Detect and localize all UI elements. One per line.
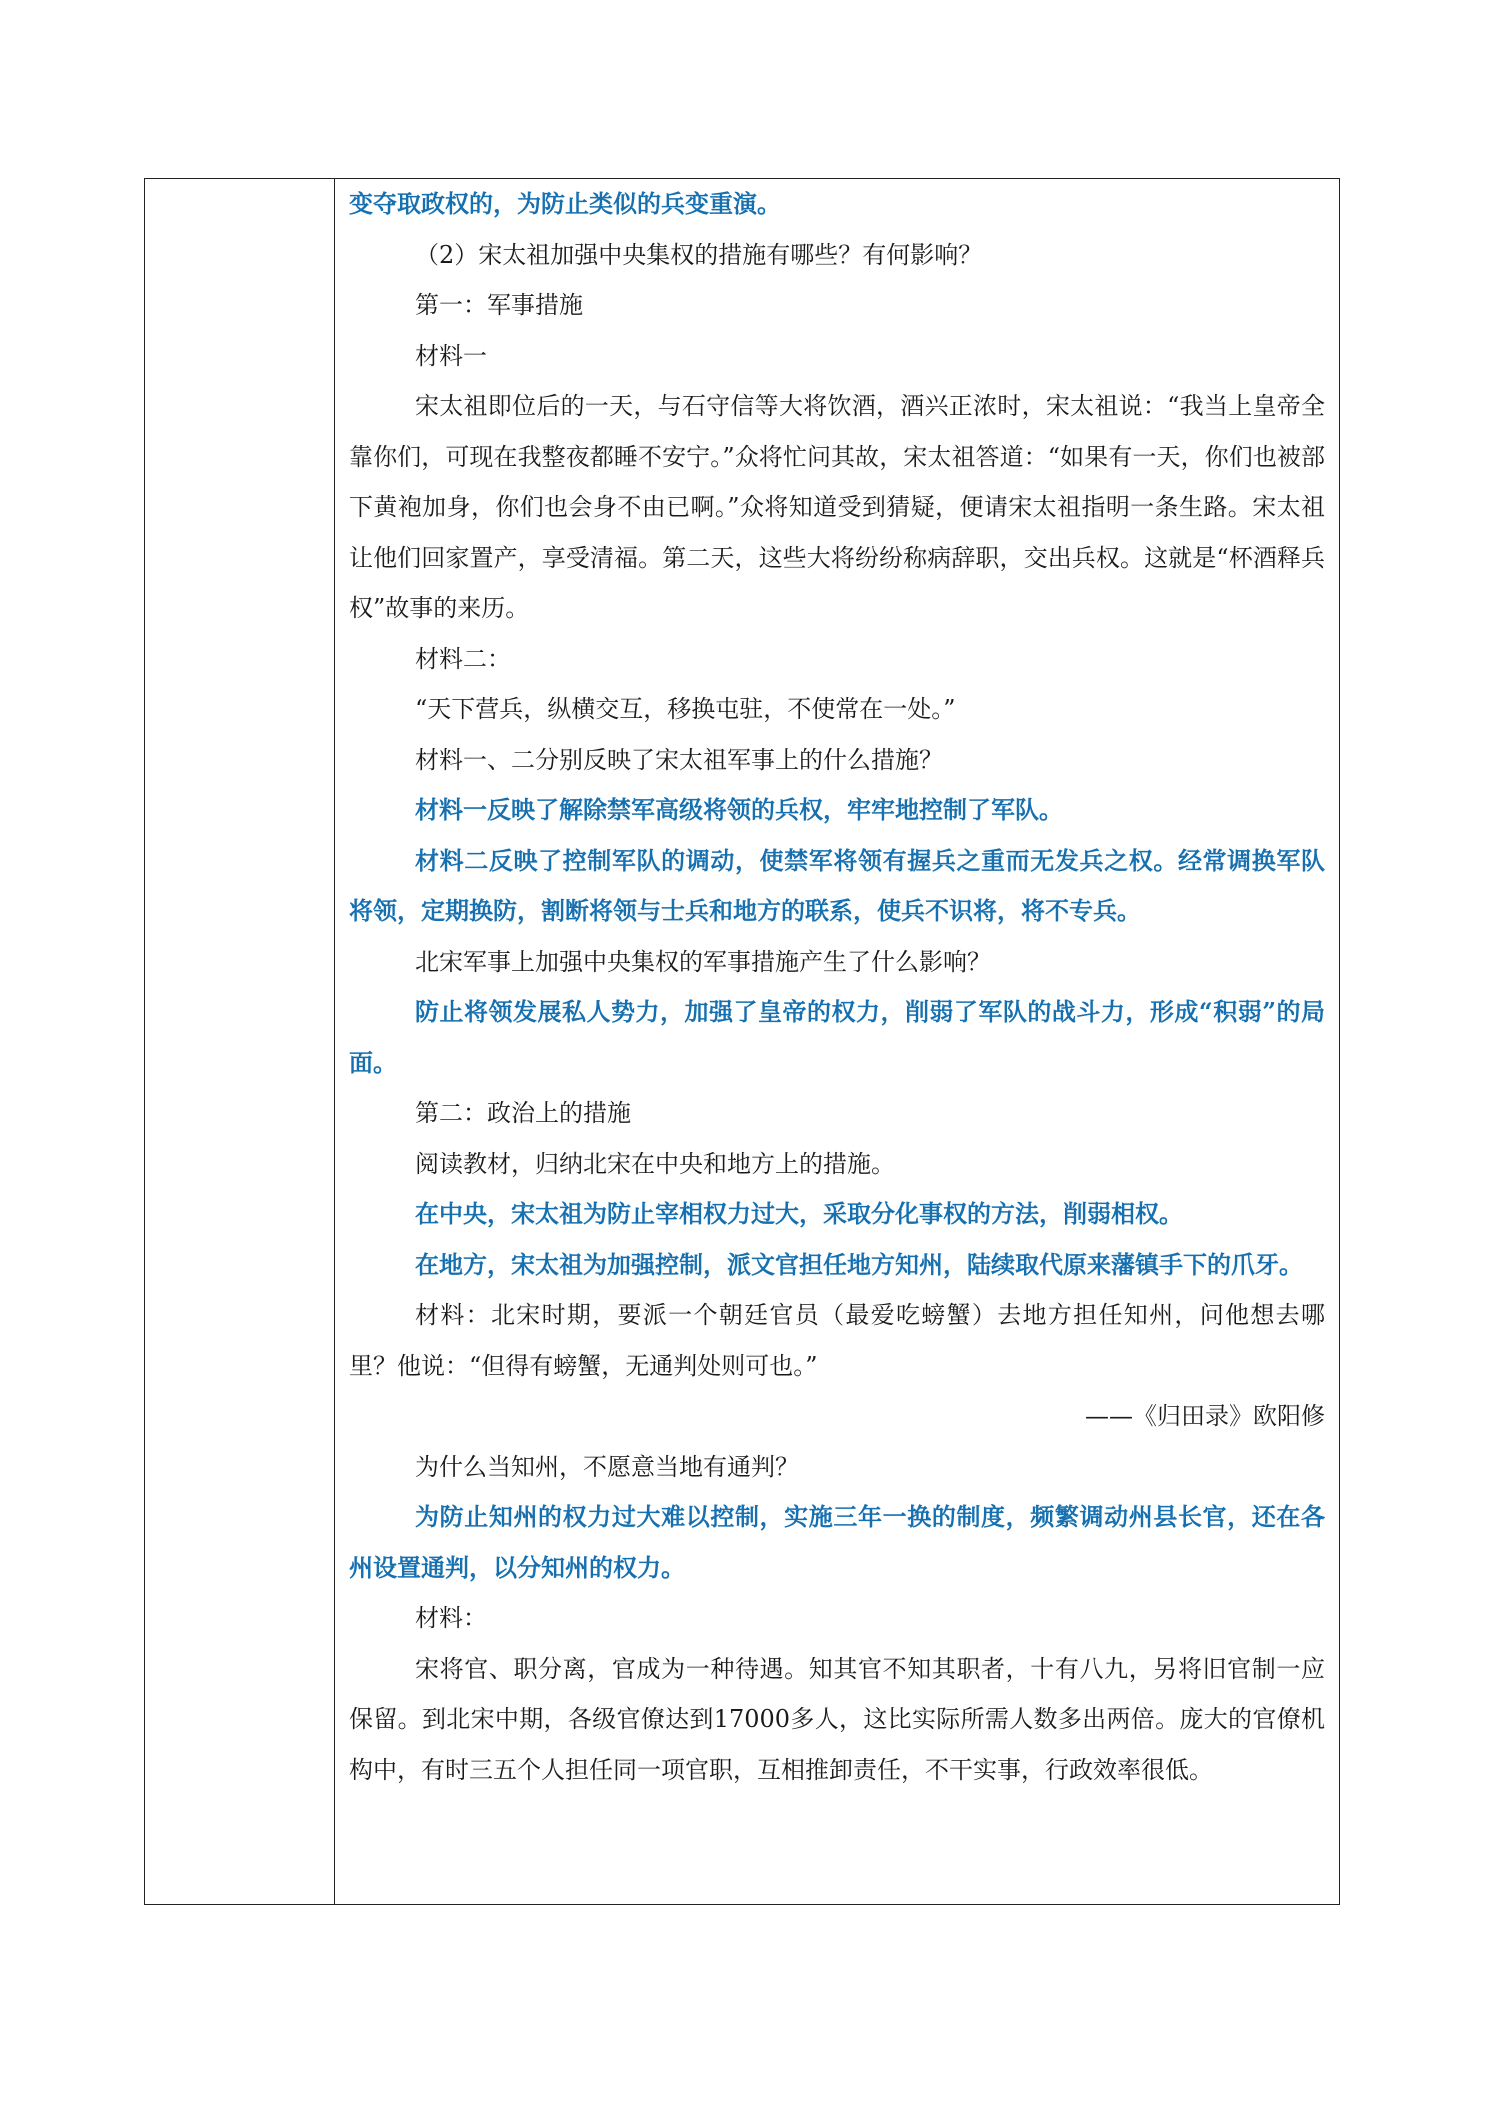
text-paragraph: 宋将官、职分离，官成为一种待遇。知其官不知其职者，十有八九，另将旧官制一应保留。到北宋中期，各级官僚达到17000多人，这比实际所需人数多出两倍。庞大的官僚机构中，有时三五个人担任同一项官职，互相推卸责任，不干实事，行政效率很低。: [349, 1654, 1325, 1784]
text-paragraph: 材料：: [415, 1604, 487, 1632]
text-paragraph: ——《归田录》欧阳修: [1085, 1402, 1325, 1430]
document-table: [144, 178, 1340, 1905]
text-paragraph: 材料一: [415, 341, 487, 370]
text-paragraph: 第二：政治上的措施: [415, 1099, 631, 1127]
text-paragraph: 材料一、二分别反映了宋太祖军事上的什么措施？: [415, 745, 943, 774]
answer-paragraph: 变夺取政权的，为防止类似的兵变重演。: [349, 189, 781, 218]
text-paragraph: 宋太祖即位后的一天，与石守信等大将饮酒，酒兴正浓时，宋太祖说：“我当上皇帝全靠你们，可现在我整夜都睡不安宁。”众将忙问其故，宋太祖答道：“如果有一天，你们也被部下黄袍加身，你们也会身不由已啊。”众将知道受到猜疑，便请宋太祖指明一条生路。宋太祖让他们回家置产，享受清福。第二天，这些大将纷纷称病辞职，交出兵权。这就是“杯酒释兵权”故事的来历。: [349, 392, 1325, 622]
answer-paragraph: 在中央，宋太祖为防止宰相权力过大，采取分化事权的方法，削弱相权。: [415, 1199, 1183, 1228]
answer-paragraph: 在地方，宋太祖为加强控制，派文官担任地方知州，陆续取代原来藩镇手下的爪牙。: [415, 1249, 1303, 1279]
answer-paragraph: 为防止知州的权力过大难以控制，实施三年一换的制度，频繁调动州县长官，还在各州设置通判，以分知州的权力。: [349, 1502, 1325, 1582]
left-column-cell: [145, 179, 335, 1904]
text-paragraph: 为什么当知州，不愿意当地有通判？: [415, 1452, 799, 1481]
text-paragraph: （2）宋太祖加强中央集权的措施有哪些？有何影响？: [415, 240, 983, 269]
text-paragraph: 第一：军事措施: [415, 291, 583, 319]
answer-paragraph: 材料一反映了解除禁军高级将领的兵权，牢牢地控制了军队。: [415, 795, 1063, 824]
content-cell: [349, 179, 1325, 1795]
text-paragraph: “天下营兵，纵横交互，移换屯驻，不使常在一处。”: [415, 695, 956, 723]
text-paragraph: 北宋军事上加强中央集权的军事措施产生了什么影响？: [415, 947, 991, 976]
text-paragraph: 材料二：: [415, 644, 511, 673]
answer-paragraph: 防止将领发展私人势力，加强了皇帝的权力，削弱了军队的战斗力，形成“积弱”的局面。: [349, 997, 1325, 1077]
answer-paragraph: 材料二反映了控制军队的调动，使禁军将领有握兵之重而无发兵之权。经常调换军队将领，定期换防，割断将领与士兵和地方的联系，使兵不识将，将不专兵。: [349, 845, 1325, 925]
text-paragraph: 材料：北宋时期，要派一个朝廷官员（最爱吃螃蟹）去地方担任知州，问他想去哪里？他说：“但得有螃蟹，无通判处则可也。”: [349, 1301, 1325, 1380]
text-paragraph: 阅读教材，归纳北宋在中央和地方上的措施。: [415, 1149, 895, 1178]
